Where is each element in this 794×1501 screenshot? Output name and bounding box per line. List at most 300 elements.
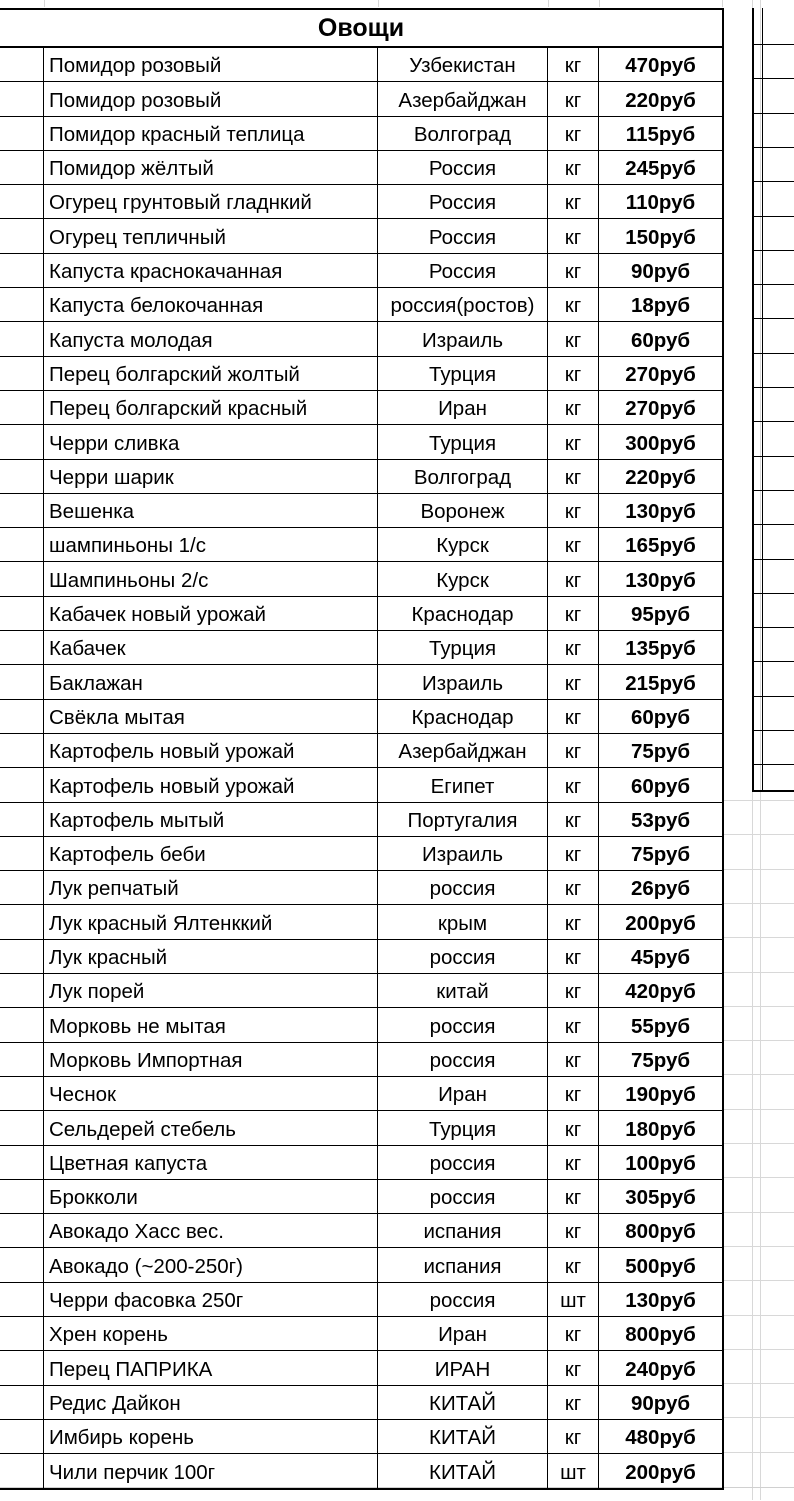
row-index-cell — [0, 82, 44, 115]
grid-line — [722, 0, 723, 7]
product-name-cell: Картофель новый урожай — [44, 734, 378, 767]
side-column-rowline — [754, 490, 794, 491]
product-name-cell: Цветная капуста — [44, 1146, 378, 1179]
origin-cell: Россия — [378, 185, 548, 218]
table-row — [0, 1043, 722, 1077]
price-cell: 100руб — [625, 1151, 696, 1175]
origin-cell: Израиль — [378, 322, 548, 355]
product-name-cell: Морковь Импортная — [44, 1043, 378, 1076]
side-column-rowline — [754, 559, 794, 560]
grid-line — [724, 972, 794, 973]
grid-line — [724, 834, 794, 835]
unit-cell: кг — [548, 322, 599, 355]
side-column-rowline — [754, 387, 794, 388]
table-row — [0, 974, 722, 1008]
table-row — [0, 1283, 722, 1317]
table-title-row — [0, 10, 722, 48]
unit-cell: кг — [548, 1146, 599, 1179]
table-row — [0, 288, 722, 322]
origin-cell: Португалия — [378, 803, 548, 836]
price-cell: 75руб — [630, 1048, 691, 1072]
side-column-rowline — [754, 113, 794, 114]
origin-cell: Иран — [378, 391, 548, 424]
origin-cell: Израиль — [378, 837, 548, 870]
origin-cell: россия — [378, 1008, 548, 1041]
price-cell: 200руб — [625, 911, 696, 935]
row-index-cell — [0, 425, 44, 458]
side-column-rowline — [754, 456, 794, 457]
unit-cell: кг — [548, 494, 599, 527]
row-index-cell — [0, 1351, 44, 1384]
price-cell: 135руб — [625, 637, 696, 661]
side-column-rowline — [754, 730, 794, 731]
price-cell: 115руб — [625, 122, 696, 146]
unit-cell: кг — [548, 460, 599, 493]
grid-line — [724, 1383, 794, 1384]
price-cell: 90руб — [630, 260, 691, 284]
unit-cell: шт — [548, 1283, 599, 1316]
unit-cell: кг — [548, 631, 599, 664]
side-column-rowline — [754, 284, 794, 285]
origin-cell: россия — [378, 1043, 548, 1076]
product-name-cell: Лук красный — [44, 940, 378, 973]
unit-cell: кг — [548, 1180, 599, 1213]
product-name-cell: Капуста белокочанная — [44, 288, 378, 321]
unit-cell: кг — [548, 219, 599, 252]
product-name-cell: Сельдерей стебель — [44, 1111, 378, 1144]
unit-cell: кг — [548, 391, 599, 424]
table-row — [0, 494, 722, 528]
price-cell: 75руб — [630, 843, 691, 867]
price-cell: 470руб — [625, 54, 696, 78]
origin-cell: россия — [378, 1283, 548, 1316]
product-name-cell: Свёкла мытая — [44, 700, 378, 733]
product-name-cell: Черри шарик — [44, 460, 378, 493]
grid-line — [724, 1040, 794, 1041]
unit-cell: кг — [548, 905, 599, 938]
row-index-cell — [0, 322, 44, 355]
origin-cell: КИТАЙ — [378, 1454, 548, 1488]
row-index-cell — [0, 1008, 44, 1041]
unit-cell: кг — [548, 528, 599, 561]
origin-cell: КИТАЙ — [378, 1386, 548, 1419]
row-index-cell — [0, 357, 44, 390]
product-name-cell: Капуста краснокачанная — [44, 254, 378, 287]
side-column-divider — [762, 8, 763, 790]
grid-line — [724, 1212, 794, 1213]
price-cell: 220руб — [625, 88, 696, 112]
origin-cell: россия — [378, 871, 548, 904]
product-name-cell: Перец болгарский красный — [44, 391, 378, 424]
price-cell: 55руб — [630, 1014, 691, 1038]
unit-cell: кг — [548, 1043, 599, 1076]
price-cell: 800руб — [625, 1220, 696, 1244]
table-row — [0, 1386, 722, 1420]
product-name-cell: Лук красный Ялтенккий — [44, 905, 378, 938]
table-row — [0, 185, 722, 219]
grid-line — [724, 869, 794, 870]
origin-cell: Турция — [378, 357, 548, 390]
unit-cell: кг — [548, 1351, 599, 1384]
section-title: Овощи — [317, 14, 405, 42]
table-row — [0, 82, 722, 116]
row-index-cell — [0, 48, 44, 81]
origin-cell: Азербайджан — [378, 734, 548, 767]
unit-cell: кг — [548, 803, 599, 836]
unit-cell: кг — [548, 425, 599, 458]
product-name-cell: Кабачек новый урожай — [44, 597, 378, 630]
grid-line — [724, 1417, 794, 1418]
product-name-cell: Вешенка — [44, 494, 378, 527]
price-cell: 90руб — [630, 1391, 691, 1415]
table-row — [0, 1351, 722, 1385]
table-row — [0, 219, 722, 253]
origin-cell: Египет — [378, 768, 548, 801]
table-row — [0, 1077, 722, 1111]
unit-cell: кг — [548, 254, 599, 287]
price-cell: 270руб — [625, 362, 696, 386]
table-body — [0, 48, 722, 1488]
unit-cell: кг — [548, 562, 599, 595]
table-row — [0, 562, 722, 596]
origin-cell: ИРАН — [378, 1351, 548, 1384]
origin-cell: Волгоград — [378, 117, 548, 150]
origin-cell: Израиль — [378, 665, 548, 698]
unit-cell: кг — [548, 357, 599, 390]
row-index-cell — [0, 288, 44, 321]
price-cell: 60руб — [630, 705, 691, 729]
product-name-cell: Морковь не мытая — [44, 1008, 378, 1041]
product-name-cell: Чеснок — [44, 1077, 378, 1110]
row-index-cell — [0, 974, 44, 1007]
table-row — [0, 1214, 722, 1248]
row-index-cell — [0, 768, 44, 801]
table-row — [0, 700, 722, 734]
price-cell: 110руб — [625, 191, 696, 215]
table-row — [0, 151, 722, 185]
product-name-cell: Огурец грунтовый гладнкий — [44, 185, 378, 218]
unit-cell: кг — [548, 871, 599, 904]
grid-line — [548, 0, 549, 7]
origin-cell: россия(ростов) — [378, 288, 548, 321]
origin-cell: Россия — [378, 219, 548, 252]
origin-cell: Курск — [378, 528, 548, 561]
table-row — [0, 48, 722, 82]
price-cell: 305руб — [625, 1186, 696, 1210]
product-name-cell: Авокадо Хасс вес. — [44, 1214, 378, 1247]
row-index-cell — [0, 940, 44, 973]
price-cell: 500руб — [625, 1254, 696, 1278]
grid-line — [724, 1177, 794, 1178]
side-column-rowline — [754, 764, 794, 765]
unit-cell: кг — [548, 1008, 599, 1041]
side-column-rowline — [754, 696, 794, 697]
product-name-cell: Помидор красный теплица — [44, 117, 378, 150]
origin-cell: испания — [378, 1214, 548, 1247]
side-column — [752, 8, 794, 792]
price-cell: 300руб — [625, 431, 696, 455]
product-name-cell: Огурец тепличный — [44, 219, 378, 252]
product-name-cell: Авокадо (~200-250г) — [44, 1248, 378, 1281]
product-name-cell: Черри сливка — [44, 425, 378, 458]
table-row — [0, 940, 722, 974]
product-name-cell: Баклажан — [44, 665, 378, 698]
origin-cell: КИТАЙ — [378, 1420, 548, 1453]
table-row — [0, 1111, 722, 1145]
unit-cell: кг — [548, 288, 599, 321]
origin-cell: россия — [378, 1180, 548, 1213]
table-row — [0, 1008, 722, 1042]
unit-cell: кг — [548, 1386, 599, 1419]
table-row — [0, 768, 722, 802]
row-index-cell — [0, 597, 44, 630]
unit-cell: кг — [548, 1248, 599, 1281]
unit-cell: кг — [548, 117, 599, 150]
row-index-cell — [0, 117, 44, 150]
row-index-cell — [0, 391, 44, 424]
unit-cell: кг — [548, 700, 599, 733]
row-index-cell — [0, 219, 44, 252]
product-name-cell: шампиньоны 1/с — [44, 528, 378, 561]
row-index-cell — [0, 1146, 44, 1179]
unit-cell: кг — [548, 48, 599, 81]
side-column-rowline — [754, 216, 794, 217]
product-name-cell: Перец ПАПРИКА — [44, 1351, 378, 1384]
price-cell: 18руб — [630, 294, 691, 318]
grid-line — [724, 1280, 794, 1281]
table-row — [0, 357, 722, 391]
price-cell: 200руб — [625, 1461, 696, 1485]
price-cell: 420руб — [625, 980, 696, 1004]
origin-cell: испания — [378, 1248, 548, 1281]
side-column-rowline — [754, 627, 794, 628]
row-index-cell — [0, 1214, 44, 1247]
row-index-cell — [0, 1420, 44, 1453]
row-index-cell — [0, 837, 44, 870]
side-column-rowline — [754, 421, 794, 422]
price-cell: 240руб — [625, 1357, 696, 1381]
row-index-cell — [0, 1317, 44, 1350]
price-cell: 26руб — [630, 877, 691, 901]
price-cell: 215руб — [625, 671, 696, 695]
unit-cell: шт — [548, 1454, 599, 1488]
origin-cell: крым — [378, 905, 548, 938]
row-index-cell — [0, 1180, 44, 1213]
origin-cell: Турция — [378, 631, 548, 664]
grid-line — [724, 1315, 794, 1316]
row-index-cell — [0, 1454, 44, 1488]
row-index-cell — [0, 494, 44, 527]
table-row — [0, 905, 722, 939]
price-cell: 165руб — [625, 534, 696, 558]
price-cell: 220руб — [625, 465, 696, 489]
price-cell: 130руб — [625, 500, 696, 524]
grid-line — [378, 0, 379, 7]
origin-cell: Турция — [378, 1111, 548, 1144]
price-cell: 180руб — [625, 1117, 696, 1141]
grid-line — [724, 1006, 794, 1007]
table-row — [0, 1146, 722, 1180]
unit-cell: кг — [548, 1317, 599, 1350]
side-column-rowline — [754, 524, 794, 525]
unit-cell: кг — [548, 940, 599, 973]
origin-cell: Россия — [378, 151, 548, 184]
row-index-cell — [0, 1043, 44, 1076]
price-cell: 75руб — [630, 740, 691, 764]
product-name-cell: Картофель мытый — [44, 803, 378, 836]
grid-line — [724, 1074, 794, 1075]
grid-line — [724, 1143, 794, 1144]
row-index-cell — [0, 1283, 44, 1316]
row-index-cell — [0, 562, 44, 595]
side-column-rowline — [754, 353, 794, 354]
table-row — [0, 837, 722, 871]
product-name-cell: Брокколи — [44, 1180, 378, 1213]
table-row — [0, 1317, 722, 1351]
table-row — [0, 803, 722, 837]
unit-cell: кг — [548, 974, 599, 1007]
row-index-cell — [0, 185, 44, 218]
unit-cell: кг — [548, 1077, 599, 1110]
price-cell: 60руб — [630, 328, 691, 352]
product-name-cell: Редис Дайкон — [44, 1386, 378, 1419]
origin-cell: Волгоград — [378, 460, 548, 493]
origin-cell: Краснодар — [378, 700, 548, 733]
table-row — [0, 425, 722, 459]
row-index-cell — [0, 254, 44, 287]
unit-cell: кг — [548, 151, 599, 184]
row-index-cell — [0, 151, 44, 184]
side-column-rowline — [754, 250, 794, 251]
product-name-cell: Помидор розовый — [44, 48, 378, 81]
origin-cell: китай — [378, 974, 548, 1007]
table-row — [0, 460, 722, 494]
side-column-rowline — [754, 147, 794, 148]
price-cell: 95руб — [630, 603, 691, 627]
table-row — [0, 597, 722, 631]
unit-cell: кг — [548, 185, 599, 218]
price-cell: 480руб — [625, 1426, 696, 1450]
table-row — [0, 631, 722, 665]
price-table — [0, 8, 724, 1490]
grid-line — [724, 1349, 794, 1350]
product-name-cell: Картофель беби — [44, 837, 378, 870]
origin-cell: Россия — [378, 254, 548, 287]
product-name-cell: Черри фасовка 250г — [44, 1283, 378, 1316]
origin-cell: Воронеж — [378, 494, 548, 527]
price-cell: 150руб — [625, 225, 696, 249]
table-row — [0, 391, 722, 425]
product-name-cell: Картофель новый урожай — [44, 768, 378, 801]
price-cell: 190руб — [625, 1083, 696, 1107]
unit-cell: кг — [548, 1214, 599, 1247]
product-name-cell: Шампиньоны 2/с — [44, 562, 378, 595]
grid-line — [724, 1109, 794, 1110]
product-name-cell: Капуста молодая — [44, 322, 378, 355]
table-row — [0, 734, 722, 768]
unit-cell: кг — [548, 1111, 599, 1144]
product-name-cell: Кабачек — [44, 631, 378, 664]
table-row — [0, 528, 722, 562]
grid-line — [724, 937, 794, 938]
product-name-cell: Помидор жёлтый — [44, 151, 378, 184]
side-column-rowline — [754, 78, 794, 79]
price-cell: 130руб — [625, 568, 696, 592]
row-index-cell — [0, 1077, 44, 1110]
price-cell: 53руб — [630, 808, 691, 832]
origin-cell: Иран — [378, 1077, 548, 1110]
row-index-cell — [0, 631, 44, 664]
origin-cell: россия — [378, 940, 548, 973]
price-cell: 270руб — [625, 397, 696, 421]
row-index-cell — [0, 734, 44, 767]
side-column-rowline — [754, 181, 794, 182]
origin-cell: Узбекистан — [378, 48, 548, 81]
grid-line — [724, 903, 794, 904]
grid-line — [724, 1246, 794, 1247]
row-index-cell — [0, 905, 44, 938]
origin-cell: Иран — [378, 1317, 548, 1350]
side-column-rowline — [754, 44, 794, 45]
table-row — [0, 1454, 722, 1488]
table-row — [0, 1420, 722, 1454]
unit-cell: кг — [548, 1420, 599, 1453]
product-name-cell: Лук порей — [44, 974, 378, 1007]
grid-line — [724, 800, 794, 801]
product-name-cell: Лук репчатый — [44, 871, 378, 904]
row-index-cell — [0, 665, 44, 698]
row-index-cell — [0, 1386, 44, 1419]
side-column-rowline — [754, 318, 794, 319]
unit-cell: кг — [548, 597, 599, 630]
table-row — [0, 665, 722, 699]
row-index-cell — [0, 803, 44, 836]
row-index-cell — [0, 1111, 44, 1144]
row-index-cell — [0, 871, 44, 904]
product-name-cell: Помидор розовый — [44, 82, 378, 115]
row-index-cell — [0, 528, 44, 561]
product-name-cell: Перец болгарский жолтый — [44, 357, 378, 390]
unit-cell: кг — [548, 82, 599, 115]
grid-line — [44, 0, 45, 7]
side-column-rowline — [754, 661, 794, 662]
row-index-cell — [0, 460, 44, 493]
side-column-rowline — [754, 593, 794, 594]
row-index-cell — [0, 700, 44, 733]
table-row — [0, 254, 722, 288]
origin-cell: Краснодар — [378, 597, 548, 630]
price-cell: 45руб — [630, 946, 691, 970]
table-row — [0, 322, 722, 356]
unit-cell: кг — [548, 734, 599, 767]
price-cell: 130руб — [625, 1288, 696, 1312]
origin-cell: Азербайджан — [378, 82, 548, 115]
grid-line — [724, 1452, 794, 1453]
unit-cell: кг — [548, 768, 599, 801]
price-cell: 245руб — [625, 157, 696, 181]
unit-cell: кг — [548, 665, 599, 698]
table-row — [0, 1248, 722, 1282]
product-name-cell: Хрен корень — [44, 1317, 378, 1350]
origin-cell: россия — [378, 1146, 548, 1179]
grid-line — [599, 0, 600, 7]
table-row — [0, 871, 722, 905]
origin-cell: Курск — [378, 562, 548, 595]
price-cell: 800руб — [625, 1323, 696, 1347]
table-row — [0, 117, 722, 151]
unit-cell: кг — [548, 837, 599, 870]
origin-cell: Турция — [378, 425, 548, 458]
